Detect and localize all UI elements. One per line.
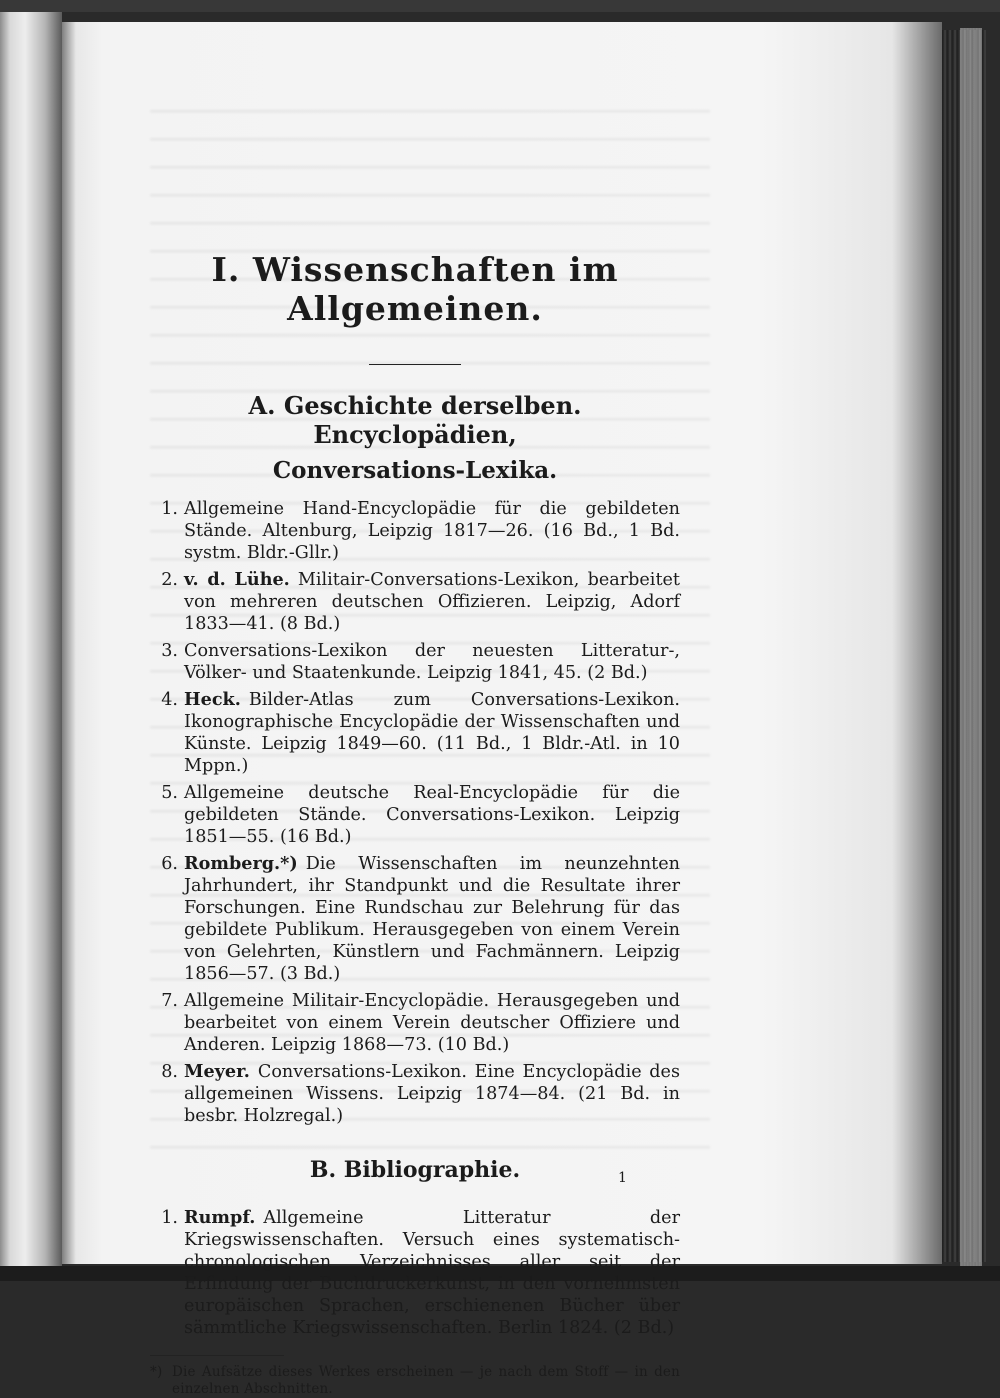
entry-number: 7. xyxy=(161,991,178,1011)
entry-number: 1. xyxy=(161,1208,178,1228)
entry-number: 8. xyxy=(161,1062,178,1082)
entry-text: Conversations-Lexikon. Eine Encyclopädie des allgemeinen Wissens. Leipzig 1874—84. (21 Bd. in besbr. Holzregal.) xyxy=(184,1062,680,1126)
entry-body xyxy=(184,782,680,848)
entry-number: 6. xyxy=(161,854,178,874)
page-content xyxy=(150,250,680,1398)
entry-number: 4. xyxy=(161,690,178,710)
entry-text: Conversations-Lexikon der neuesten Litteratur-, Völker- und Staatenkunde. Leipzig 1841, 45. (2 Bd.) xyxy=(184,641,680,683)
section-b-title: B. Bibliographie. xyxy=(309,1157,521,1183)
entry-body xyxy=(184,853,680,985)
page-edges-highlight xyxy=(960,28,982,1266)
entry-body xyxy=(184,640,680,684)
section-a-list xyxy=(150,498,680,1127)
list-item xyxy=(150,782,680,848)
footnote-mark: *) xyxy=(150,1364,163,1380)
entry-body xyxy=(184,990,680,1056)
entry-body xyxy=(184,569,680,635)
entry-body xyxy=(184,1207,680,1339)
entry-number: 5. xyxy=(161,783,178,803)
entry-body xyxy=(184,689,680,777)
entry-text: Militair-Conversations-Lexikon, bearbeitet von mehreren deutschen Offizieren. Leipzig, Adorf 1833—41. (8 Bd.) xyxy=(184,570,680,634)
list-item xyxy=(150,498,680,564)
entry-author: Rumpf. xyxy=(184,1207,256,1228)
footnote-rule xyxy=(150,1355,284,1356)
entry-text: Bilder-Atlas zum Conversations-Lexikon. Ikonographische Encyclopädie der Wissenschaften und Künste. Leipzig 1849—60. (11 Bd., 1 Bldr.-Atl. in 10 Mppn.) xyxy=(184,690,680,776)
list-item xyxy=(150,1207,680,1339)
list-item xyxy=(150,853,680,985)
entry-author: Heck. xyxy=(184,689,241,710)
entry-text: Allgemeine Litteratur der Kriegswissenschaften. Versuch eines systematisch-chronologischen Verzeichnisses aller seit der Erfindung der Buchdruckerkunst, in den vornehmsten europäischen Sprachen, erschienenen Bücher über sämmtliche Kriegswissenschaften. Berlin 1824. (2 Bd.) xyxy=(184,1208,680,1338)
list-item xyxy=(150,1061,680,1127)
entry-author: v. d. Lühe. xyxy=(184,569,290,590)
section-b-list xyxy=(150,1207,680,1339)
entry-body xyxy=(184,1061,680,1127)
entry-number: 3. xyxy=(161,641,178,661)
entry-author: Meyer. xyxy=(184,1061,250,1082)
list-item xyxy=(150,640,680,684)
entry-text: Die Wissenschaften im neunzehnten Jahrhundert, ihr Standpunkt und die Resultate ihrer Forschungen. Eine Rundschau zur Belehrung für das gebildete Publikum. Herausgegeben von einem Verein von Gelehrten, Künstlern und Fachmännern. Leipzig 1856—57. (3 Bd.) xyxy=(184,854,680,984)
list-item xyxy=(150,569,680,635)
page-number: 1 xyxy=(618,1170,627,1186)
entry-text: Allgemeine Hand-Encyclopädie für die gebildeten Stände. Altenburg, Leipzig 1817—26. (16 Bd., 1 Bd. systm. Bldr.-Gllr.) xyxy=(184,499,680,563)
entry-author: Romberg.*) xyxy=(184,853,298,874)
entry-text: Allgemeine deutsche Real-Encyclopädie für die gebildeten Stände. Conversations-Lexikon. Leipzig 1851—55. (16 Bd.) xyxy=(184,783,680,847)
scan-frame-top xyxy=(0,0,1000,12)
section-a-subtitle: Conversations-Lexika. xyxy=(272,457,558,484)
title-rule xyxy=(369,364,461,365)
list-item xyxy=(150,689,680,777)
list-item xyxy=(150,990,680,1056)
footnote-text: Die Aufsätze dieses Werkes erscheinen — je nach dem Stoff — in den einzelnen Abschnitten. xyxy=(172,1364,680,1397)
entry-body xyxy=(184,498,680,564)
footnote xyxy=(150,1364,680,1398)
entry-text: Allgemeine Militair-Encyclopädie. Herausgegeben und bearbeitet von einem Verein deutscher Offiziere und Anderen. Leipzig 1868—73. (10 Bd.) xyxy=(184,991,680,1055)
book-spine xyxy=(0,12,62,1272)
entry-number: 2. xyxy=(161,570,178,590)
entry-number: 1. xyxy=(161,499,178,519)
chapter-title: I. Wissenschaften im Allgemeinen. xyxy=(211,250,619,328)
section-a-title: A. Geschichte derselben. Encyclopädien, xyxy=(248,391,582,449)
